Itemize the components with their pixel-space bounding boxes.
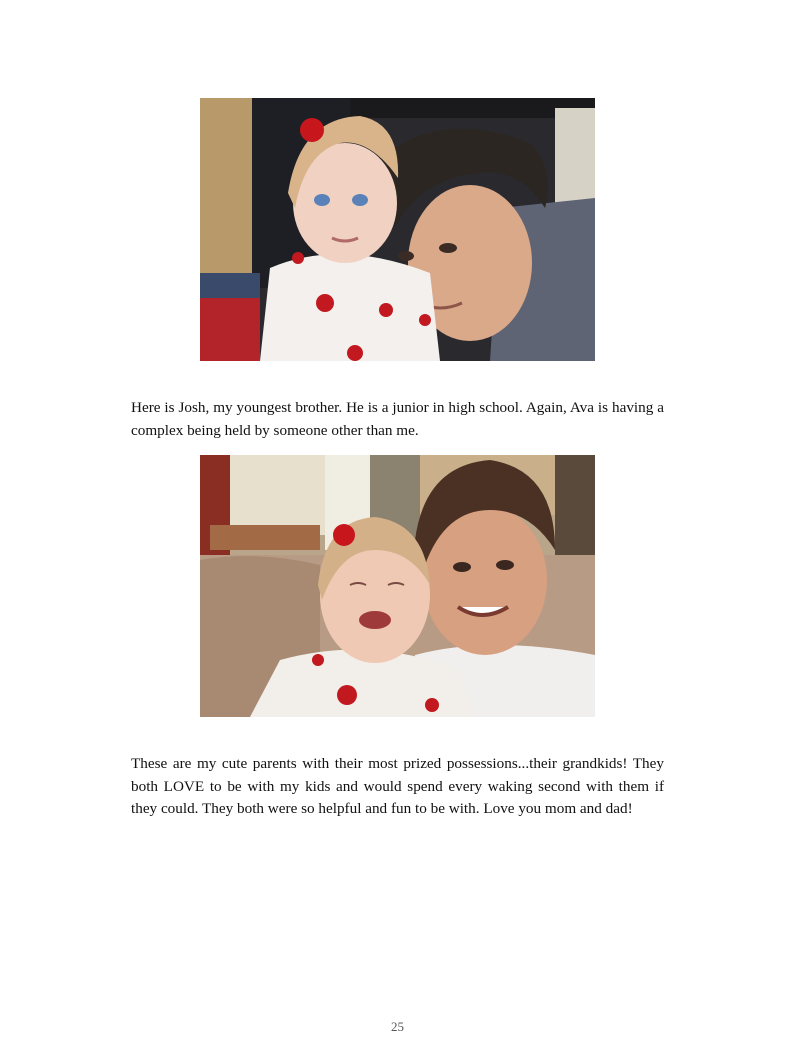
photo-baby-and-teen xyxy=(200,455,595,717)
page-number: 25 xyxy=(391,1019,404,1034)
photo-baby-and-man xyxy=(200,98,595,361)
paragraph-parents: These are my cute parents with their most prized possessions...their grandkids! They both LOVE to be with my kids and would spend every waking second with them if they could. They both were so helpful and fun to be with. Love you mom and dad! xyxy=(131,755,664,817)
paragraph-josh: Here is Josh, my youngest brother. He is a junior in high school. Again, Ava is having a complex being held by someone other than me. xyxy=(131,399,664,439)
